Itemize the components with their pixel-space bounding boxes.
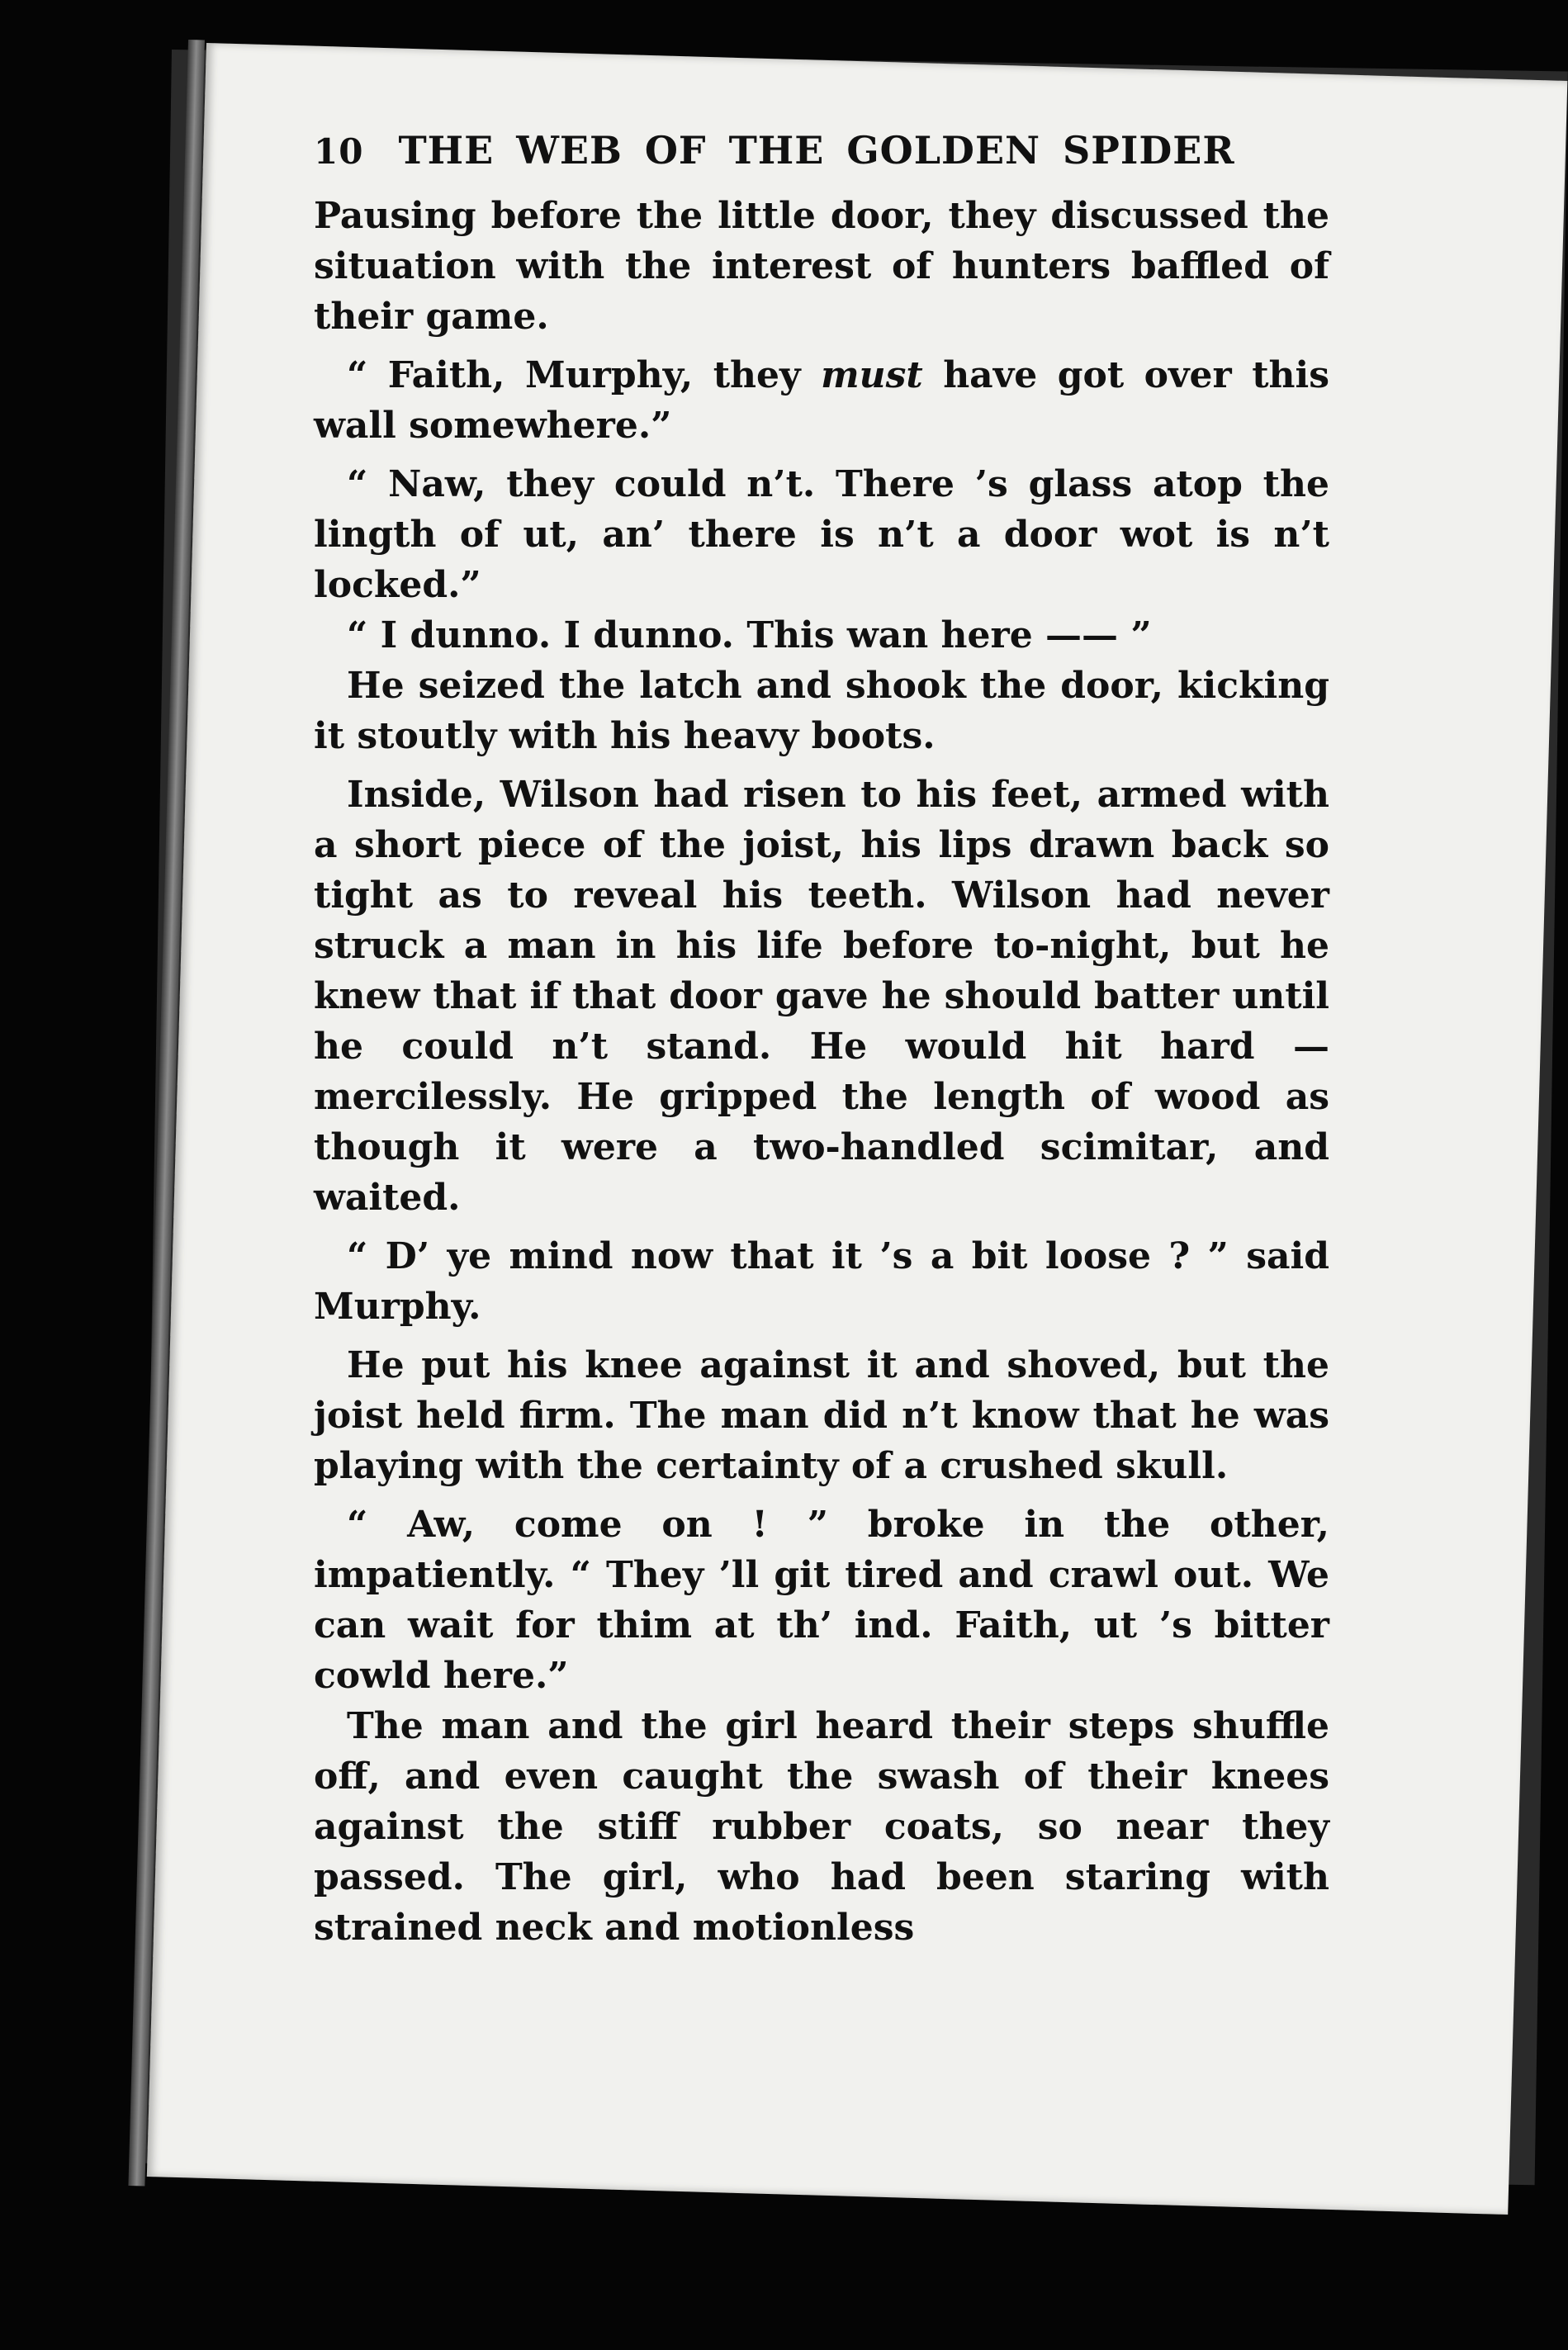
running-head (314, 128, 1329, 173)
paragraph-1: Pausing before the little door, they discussed the situation with the interest of hunters baffled of their game. (314, 195, 1329, 338)
page-number: 10 (314, 131, 364, 172)
paragraph-7: “ D’ ye mind now that it ’s a bit loose ? ” said Murphy. (314, 1235, 1329, 1328)
paragraph-2-emphasis: must (821, 354, 923, 396)
paragraph-5: He seized the latch and shook the door, kicking it stoutly with his heavy boots. (314, 665, 1329, 757)
page-content (314, 128, 1329, 1961)
paragraph-2 (314, 350, 1329, 451)
paragraph-2-after: have got over this wall somewhere.” (314, 354, 1329, 447)
book-title-header: THE WEB OF THE GOLDEN SPIDER (398, 128, 1235, 173)
paragraph-9: “ Aw, come on ! ” broke in the other, impatiently. “ They ’ll git tired and crawl out. We can wait for thim at th’ ind. Faith, ut ’s bitter cowld here.” (314, 1504, 1329, 1697)
paragraph-2-before: “ Faith, Murphy, they (347, 354, 822, 396)
paragraph-6: Inside, Wilson had risen to his feet, armed with a short piece of the joist, his lips drawn back so tight as to reveal his teeth. Wilson had never struck a man in his life before to-night, but he knew that if that door gave he should batter until he could n’t stand. He would hit hard — mercilessly. He gripped the length of wood as though it were a two-handled scimitar, and waited. (314, 774, 1329, 1219)
paragraph-4: “ I dunno. I dunno. This wan here —— ” (347, 614, 1152, 656)
paragraph-3: “ Naw, they could n’t. There ’s glass atop the lingth of ut, an’ there is n’t a door wot is n’t locked.” (314, 463, 1329, 606)
paragraph-8: He put his knee against it and shoved, but the joist held firm. The man did n’t know that he was playing with the certainty of a crushed skull. (314, 1344, 1329, 1487)
paragraph-10: The man and the girl heard their steps shuffle off, and even caught the swash of their knees against the stiff rubber coats, so near they passed. The girl, who had been staring with strained neck and motionless (314, 1705, 1329, 1949)
